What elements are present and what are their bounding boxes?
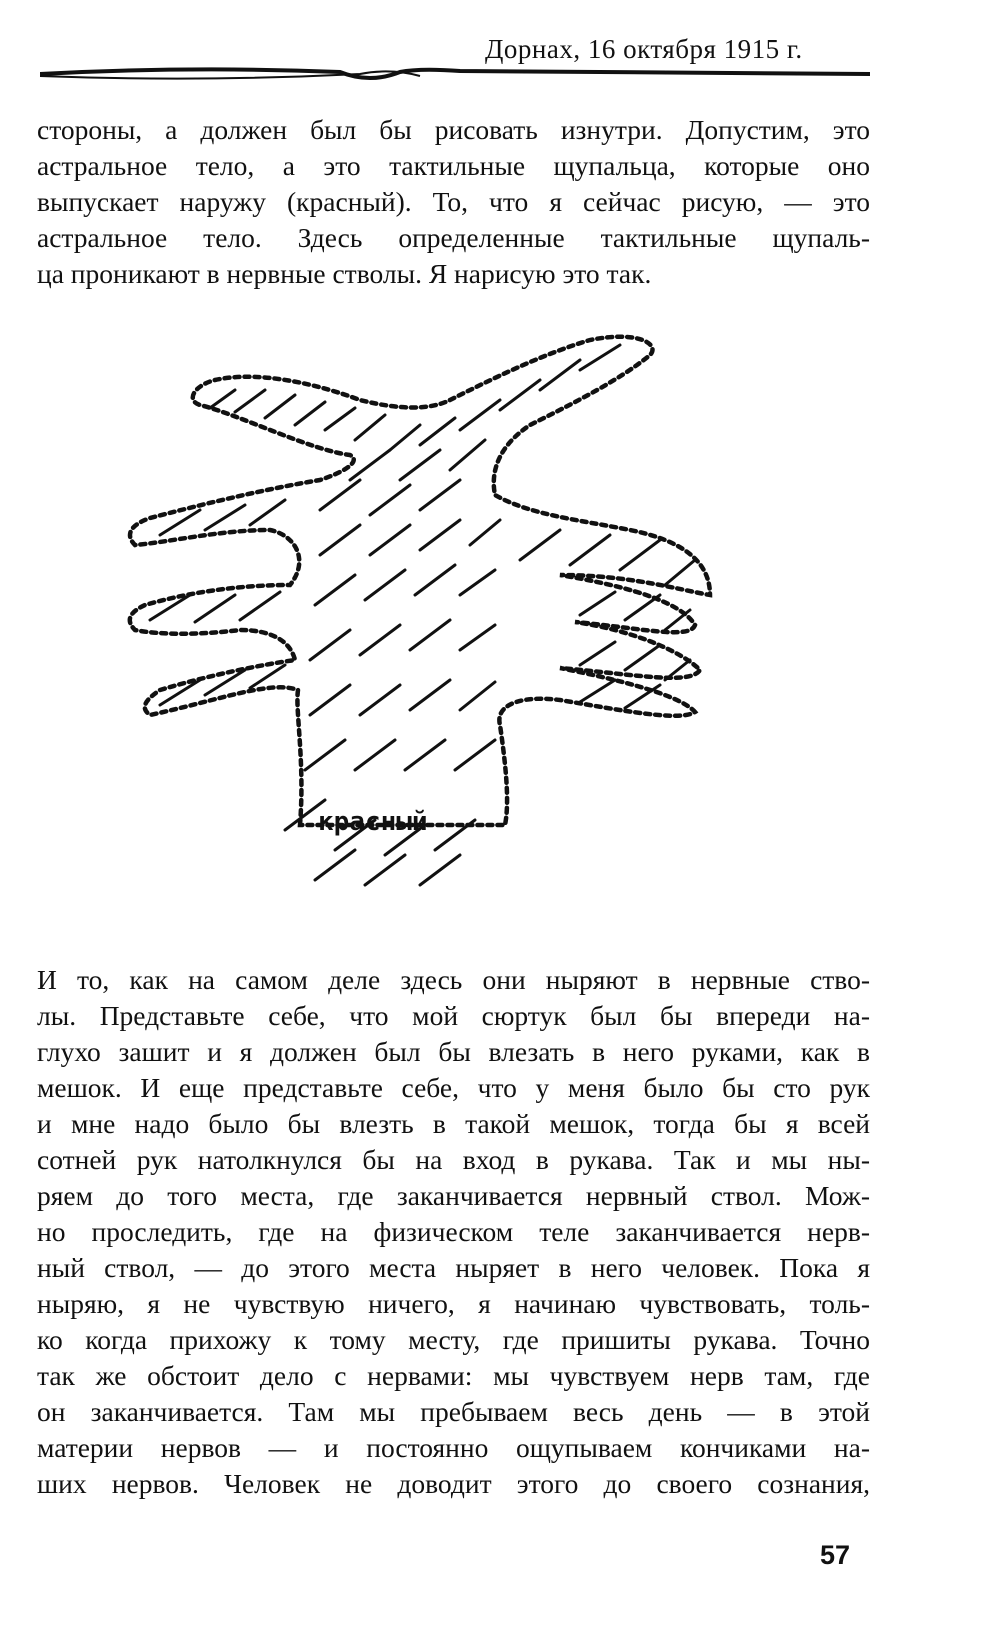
- text-line: лы. Представьте себе, что мой сюртук был бы впереди на-: [37, 1000, 870, 1031]
- text-line: И то, как на самом деле здесь они ныряют в нервные ство-: [37, 964, 870, 995]
- paragraph-2: [37, 962, 870, 1502]
- text-line: ко когда прихожу к тому месту, где пришиты рукава. Точно: [37, 1324, 870, 1355]
- text-line: и мне надо было бы влезть в такой мешок, тогда бы я всей: [37, 1108, 870, 1139]
- text-line: ряем до того места, где заканчивается нервный ствол. Мож-: [37, 1180, 870, 1211]
- text-line: стороны, а должен был бы рисовать изнутри. Допустим, это: [37, 114, 870, 145]
- text-line: выпускает наружу (красный). То, что я сейчас рисую, — это: [37, 186, 870, 217]
- page-number: 57: [820, 1540, 851, 1570]
- text-line: астральное тело. Здесь определенные тактильные щупаль-: [37, 222, 870, 253]
- text-line: мешок. И еще представьте себе, что у меня было бы сто рук: [37, 1072, 870, 1103]
- text-line: ныряю, я не чувствую ничего, я начинаю чувствовать, толь-: [37, 1288, 870, 1319]
- figure-label: красный: [318, 807, 428, 837]
- text-line: ный ствол, — до этого места ныряет в него человек. Пока я: [37, 1252, 870, 1283]
- text-line: астральное тело, а это тактильные щупальца, которые оно: [37, 150, 870, 181]
- text-line: так же обстоит дело с нервами: мы чувствуем нерв там, где: [37, 1360, 870, 1391]
- text-line: сотней рук натолкнулся бы на вход в рукава. Так и мы ны-: [37, 1144, 870, 1175]
- text-line: он заканчивается. Там мы пребываем весь день — в этой: [37, 1396, 870, 1427]
- text-line: глухо зашит и я должен был бы влезать в него руками, как в: [37, 1036, 870, 1067]
- text-line: но проследить, где на физическом теле заканчивается нерв-: [37, 1216, 870, 1247]
- figure-hatching: [150, 345, 695, 885]
- running-header: Дорнах, 16 октября 1915 г.: [485, 34, 803, 64]
- paragraph-1: [37, 112, 870, 292]
- text-line: ца проникают в нервные стволы. Я нарисую это так.: [37, 258, 652, 289]
- header-rule: [40, 62, 870, 92]
- astral-body-figure: [120, 330, 740, 910]
- text-line: материи нервов — и постоянно ощупываем кончиками на-: [37, 1432, 870, 1463]
- text-line: ших нервов. Человек не доводит этого до своего сознания,: [37, 1468, 870, 1499]
- figure-outline: [130, 337, 710, 825]
